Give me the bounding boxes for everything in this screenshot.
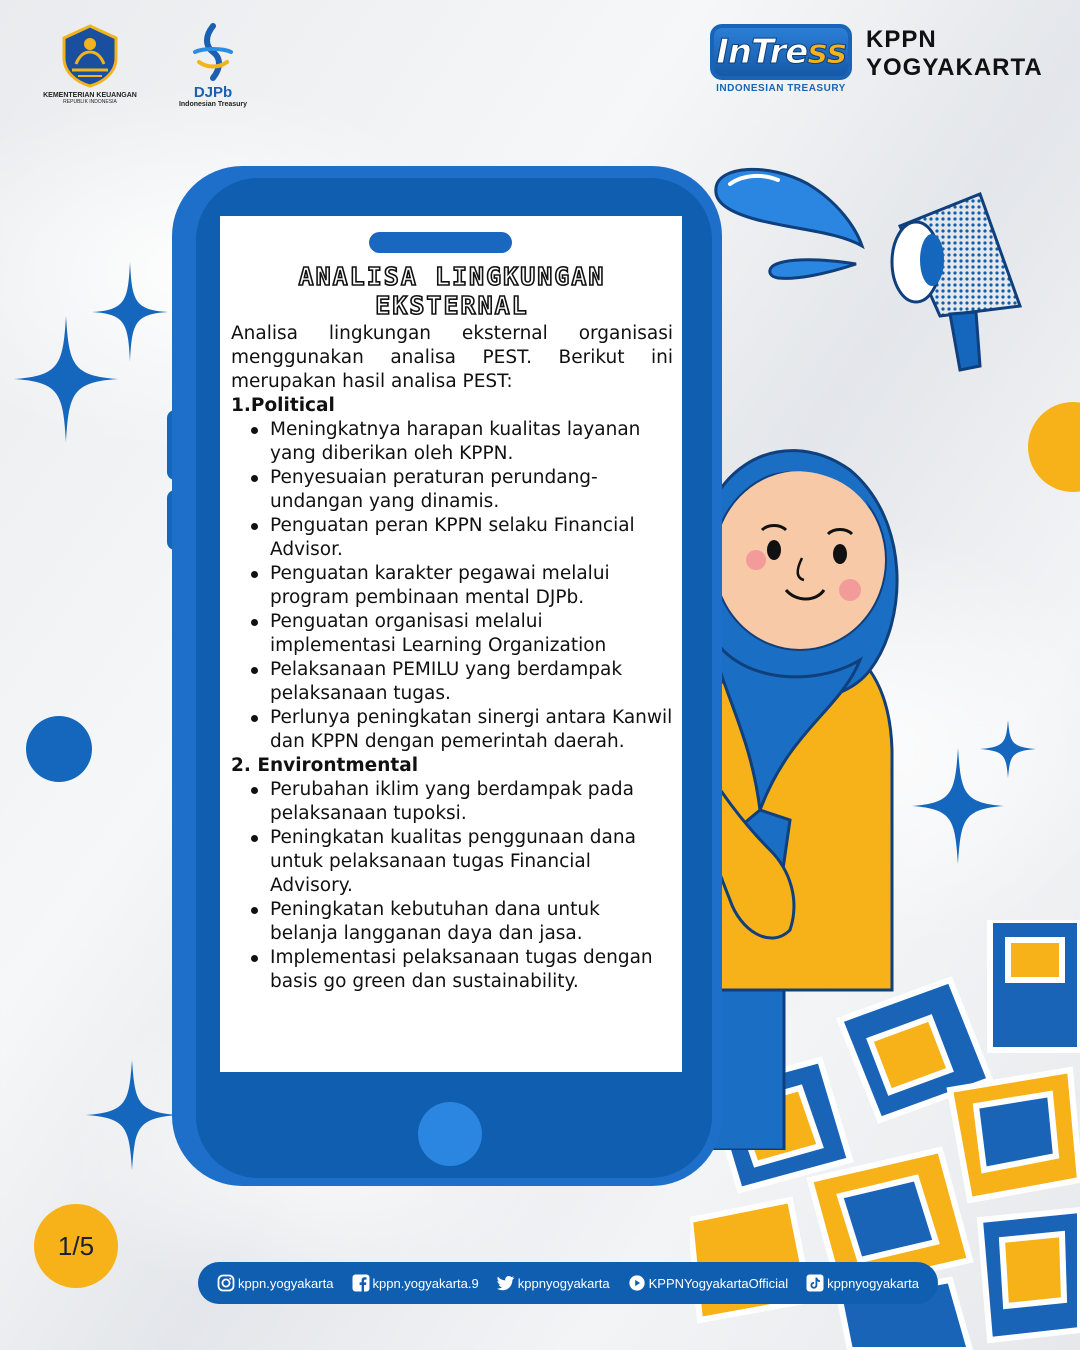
list-item: Penguatan karakter pegawai melalui program pembinaan mental DJPb.	[249, 562, 673, 610]
section-heading-environmental: 2. Environtmental	[231, 755, 419, 776]
page-title	[231, 262, 673, 320]
phone-home-button	[418, 1102, 482, 1166]
phone-speaker	[369, 232, 512, 253]
intress-word-a: InTre	[716, 32, 808, 72]
intress-subtitle: INDONESIAN TREASURY	[716, 83, 846, 94]
kemenkeu-logo	[40, 24, 140, 105]
djpb-name: DJPb	[193, 84, 233, 101]
list-item: Pelaksanaan PEMILU yang berdampak pelaksanaan tugas.	[249, 658, 673, 706]
intress-word-b: ss	[807, 32, 846, 72]
intro-paragraph: Analisa lingkungan eksternal organisasi menggunakan analisa PEST. Berikut ini merupakan hasil analisa PEST:	[231, 323, 673, 392]
page-indicator-badge: 1/5	[34, 1204, 118, 1288]
djpb-swirl-icon	[183, 22, 243, 82]
social-youtube[interactable]	[628, 1274, 788, 1292]
social-facebook-handle: kppn.yogyakarta.9	[372, 1275, 479, 1291]
list-item: Penguatan peran KPPN selaku Financial Advisor.	[249, 514, 673, 562]
list-item: Perlunya peningkatan sinergi antara Kanwil dan KPPN dengan pemerintah daerah.	[249, 706, 673, 754]
kemenkeu-subname: REPUBLIK INDONESIA	[63, 99, 117, 105]
social-youtube-handle: KPPNYogyakartaOfficial	[648, 1275, 789, 1291]
kppn-title-line2: YOGYAKARTA	[866, 54, 1043, 81]
social-facebook[interactable]	[352, 1274, 479, 1292]
djpb-logo	[168, 22, 258, 108]
kppn-title	[866, 26, 1043, 82]
environmental-list	[249, 778, 673, 994]
facebook-icon	[352, 1274, 370, 1292]
page-title-line1: ANALISA LINGKUNGAN	[298, 262, 606, 291]
list-item: Penyesuaian peraturan perundang-undangan yang dinamis.	[249, 466, 673, 514]
page-title-line2: EKSTERNAL	[375, 291, 529, 320]
social-twitter-handle: kppnyogyakarta	[517, 1275, 610, 1291]
tiktok-icon	[806, 1274, 824, 1292]
article-content	[231, 262, 673, 994]
twitter-icon	[497, 1274, 515, 1292]
megaphone-icon	[880, 186, 1030, 378]
social-media-bar	[198, 1262, 938, 1304]
social-instagram-handle: kppn.yogyakarta	[238, 1275, 334, 1291]
list-item: Peningkatan kebutuhan dana untuk belanja langganan daya dan jasa.	[249, 898, 673, 946]
instagram-icon	[217, 1274, 235, 1292]
sparkle-star-icon	[14, 316, 118, 442]
decor-circle-blue	[26, 716, 92, 782]
social-tiktok[interactable]	[806, 1274, 919, 1292]
kemenkeu-name: KEMENTERIAN KEUANGAN	[43, 92, 137, 99]
sparkle-star-icon	[86, 1060, 178, 1170]
list-item: Perubahan iklim yang berdampak pada pelaksanaan tupoksi.	[249, 778, 673, 826]
list-item: Penguatan organisasi melalui implementasi Learning Organization	[249, 610, 673, 658]
speech-drop-small-icon	[766, 252, 862, 282]
kppn-title-line1: KPPN	[866, 26, 937, 53]
speech-drop-icon	[708, 162, 868, 252]
sparkle-star-icon	[980, 720, 1036, 778]
list-item: Peningkatan kualitas penggunaan dana untuk pelaksanaan tugas Financial Advisory.	[249, 826, 673, 898]
section-heading-political: 1.Political	[231, 395, 335, 416]
social-instagram[interactable]	[217, 1274, 333, 1292]
political-list	[249, 418, 673, 754]
list-item: Meningkatnya harapan kualitas layanan yang diberikan oleh KPPN.	[249, 418, 673, 466]
kemenkeu-emblem-icon	[58, 24, 122, 88]
intress-wordmark	[710, 24, 852, 80]
social-twitter[interactable]	[497, 1274, 610, 1292]
social-tiktok-handle: kppnyogyakarta	[827, 1275, 919, 1291]
list-item: Implementasi pelaksanaan tugas dengan basis go green dan sustainability.	[249, 946, 673, 994]
decor-circle-yellow	[1028, 402, 1080, 492]
djpb-subtitle: Indonesian Treasury	[178, 101, 248, 108]
intress-logo	[710, 24, 852, 94]
youtube-icon	[628, 1274, 646, 1292]
